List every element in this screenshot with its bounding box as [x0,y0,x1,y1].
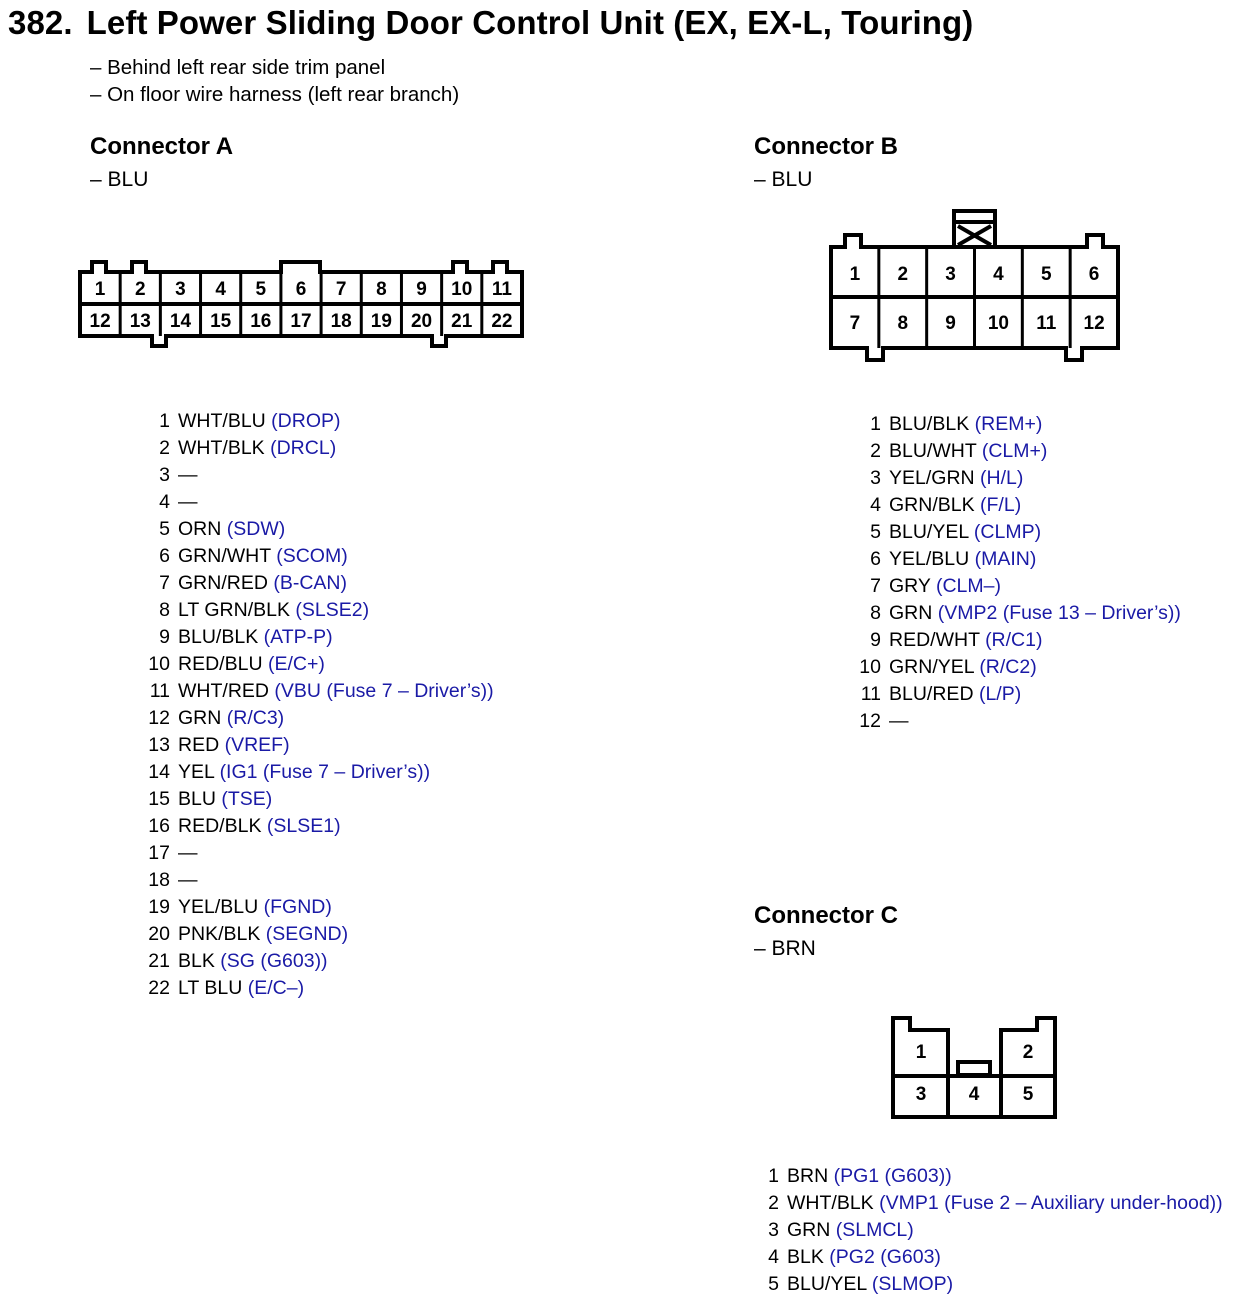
pin-row [145,489,494,516]
pin-number: 1 [159,410,170,432]
wire-color: GRN/BLK [889,494,975,516]
cavity-number: 8 [897,313,909,334]
signal-name: (REM+) [974,413,1043,435]
cavity-number: 4 [993,264,1004,285]
pin-number: 9 [870,629,881,651]
pin-number: 11 [860,683,881,705]
wire-color: BLU/RED [889,683,974,705]
cavity-number: 9 [945,313,956,334]
connector-c-pin-list [765,1163,1223,1298]
wire-color: GRY [889,575,931,597]
pin-row [856,411,1181,438]
wire-color: YEL/GRN [889,467,975,489]
signal-name: (CLM+) [981,440,1048,462]
signal-name: (SDW) [226,518,286,540]
pin-number: 18 [148,869,170,891]
pin-row [145,624,494,651]
signal-name: (VREF) [224,734,290,756]
cavity-number: 18 [330,311,352,332]
pin-row [145,813,494,840]
pin-row [145,840,494,867]
wire-color: GRN [178,707,222,729]
pin-number: 20 [148,923,170,945]
wire-color: BLK [178,950,215,972]
pin-row [765,1163,1223,1190]
wire-color: — [178,842,198,864]
wire-color: BLU/YEL [889,521,969,543]
wire-color: — [178,464,198,486]
cavity-number: 17 [290,311,312,332]
wire-color: GRN [889,602,933,624]
pin-row [856,492,1181,519]
signal-name: (PG2 (G603) [829,1246,941,1268]
cavity-number: 11 [1036,313,1057,334]
wire-color: WHT/RED [178,680,269,702]
cavity-number: 21 [451,311,473,332]
pin-number: 3 [159,464,170,486]
signal-name: (FGND) [263,896,332,918]
pin-number: 5 [870,521,881,543]
pin-row [145,975,494,1002]
wire-color: BLU/YEL [787,1273,867,1295]
signal-name: (VBU (Fuse 7 – Driver’s)) [274,680,494,702]
wire-color: YEL [178,761,215,783]
connector-a-color: – BLU [90,168,149,191]
cavity-number: 1 [94,279,106,300]
cavity-number: 1 [915,1042,927,1063]
pin-number: 14 [148,761,170,783]
cavity-number: 7 [849,313,861,334]
pin-number: 5 [159,518,170,540]
cavity-number: 20 [410,311,433,332]
pin-row [145,921,494,948]
wire-color: BLU/WHT [889,440,977,462]
pin-number: 19 [148,896,170,918]
pin-number: 22 [148,977,170,999]
pin-number: 3 [768,1219,779,1241]
signal-name: (F/L) [980,494,1022,516]
cavity-number: 3 [945,264,956,285]
signal-name: (R/C2) [979,656,1037,678]
pin-number: 8 [159,599,170,621]
pin-row [856,519,1181,546]
pin-row [145,759,494,786]
pin-row [856,465,1181,492]
cavity-number: 13 [129,311,151,332]
signal-name: (MAIN) [974,548,1037,570]
signal-name: (SLSE1) [266,815,341,837]
cavity-number: 6 [295,279,307,300]
wire-color: BLU/BLK [889,413,970,435]
pin-number: 8 [870,602,881,624]
connector-c-heading: Connector C [754,902,898,929]
wire-color: — [889,710,909,732]
pin-number: 11 [149,680,170,702]
wire-color: GRN/RED [178,572,268,594]
cavity-number: 9 [416,279,427,300]
signal-name: (R/C1) [985,629,1043,651]
signal-name: (E/C+) [267,653,325,675]
location-note: – Behind left rear side trim panel [90,56,386,79]
pin-row [765,1217,1223,1244]
signal-name: (CLM–) [935,575,1001,597]
pin-number: 6 [159,545,170,567]
signal-name: (L/P) [978,683,1022,705]
pin-number: 1 [870,413,881,435]
pin-number: 12 [148,707,170,729]
pin-number: 17 [148,842,170,864]
pin-number: 13 [148,734,170,756]
cavity-number: 2 [897,264,909,285]
signal-name: (DROP) [271,410,341,432]
cavity-number: 16 [250,311,272,332]
signal-name: (IG1 (Fuse 7 – Driver’s)) [219,761,431,783]
wire-color: LT BLU [178,977,243,999]
signal-name: (SCOM) [276,545,348,567]
wire-color: GRN [787,1219,831,1241]
cavity-number: 10 [987,313,1009,334]
wire-color: BLK [787,1246,824,1268]
wire-color: GRN/YEL [889,656,974,678]
pin-row [145,678,494,705]
connector-c-key [958,1062,990,1075]
cavity-number: 10 [451,279,473,300]
pin-number: 2 [768,1192,779,1214]
pin-number: 15 [148,788,170,810]
pin-row [856,627,1181,654]
pin-number: 7 [159,572,170,594]
pin-row [145,570,494,597]
connector-a-pin-list [145,408,494,1002]
wire-color: RED/BLU [178,653,263,675]
wire-color: BRN [787,1165,829,1187]
wire-color: — [178,491,198,513]
cavity-number: 3 [175,279,186,300]
pin-row [145,597,494,624]
pin-row [145,894,494,921]
pin-number: 10 [859,656,881,678]
pin-row [765,1190,1223,1217]
pin-number: 21 [148,950,170,972]
cavity-number: 12 [1083,313,1105,334]
pin-row [145,705,494,732]
signal-name: (SLSE2) [295,599,370,621]
pin-number: 2 [870,440,881,462]
cavity-number: 7 [335,279,347,300]
cavity-number: 3 [915,1084,927,1105]
cavity-number: 2 [134,279,146,300]
pin-row [856,654,1181,681]
wire-color: ORN [178,518,222,540]
pin-row [145,408,494,435]
pin-row [145,732,494,759]
cavity-number: 12 [89,311,111,332]
page-title-text: Left Power Sliding Door Control Unit (EX, EX-L, Touring) [86,4,974,41]
cavity-number: 4 [215,279,226,300]
cavity-number: 4 [968,1084,980,1105]
wire-color: — [178,869,198,891]
signal-name: (H/L) [980,467,1024,489]
pin-row [145,516,494,543]
cavity-number: 8 [376,279,387,300]
pin-row [145,543,494,570]
signal-name: (SLMOP) [871,1273,954,1295]
wire-color: RED [178,734,220,756]
pin-row [856,708,1181,735]
cavity-number: 5 [1022,1084,1034,1105]
cavity-number: 15 [210,311,232,332]
pin-number: 4 [768,1246,779,1268]
pin-number: 1 [768,1165,779,1187]
cavity-number: 22 [491,311,513,332]
wire-color: RED/BLK [178,815,262,837]
wire-color: BLU/BLK [178,626,259,648]
cavity-number: 6 [1088,264,1100,285]
pin-row [145,651,494,678]
cavity-number: 14 [169,311,192,332]
pin-number: 2 [159,437,170,459]
pin-row [856,438,1181,465]
pin-row [145,786,494,813]
pin-number: 5 [768,1273,779,1295]
signal-name: (VMP2 (Fuse 13 – Driver’s)) [937,602,1181,624]
pin-number: 3 [870,467,881,489]
pin-number: 4 [870,494,881,516]
location-note: – On floor wire harness (left rear branch) [90,82,460,106]
signal-name: (VMP1 (Fuse 2 – Auxiliary under-hood)) [879,1192,1223,1214]
pin-row [145,867,494,894]
pin-row [856,600,1181,627]
wire-color: BLU [178,788,216,810]
signal-name: (SEGND) [265,923,349,945]
page-number: 382. [8,4,73,41]
wire-color: GRN/WHT [178,545,271,567]
signal-name: (PG1 (G603)) [833,1165,952,1187]
connector-a-heading: Connector A [90,133,234,160]
signal-name: (E/C–) [247,977,305,999]
connector-b-pin-list [856,411,1181,735]
signal-name: (DRCL) [270,437,337,459]
pin-row [856,546,1181,573]
pin-number: 7 [870,575,881,597]
pin-row [145,948,494,975]
pin-row [765,1244,1223,1271]
connector-b-heading: Connector B [754,133,898,160]
wire-color: WHT/BLK [787,1192,874,1214]
wire-color: YEL/BLU [178,896,259,918]
pin-number: 6 [870,548,881,570]
signal-name: (R/C3) [226,707,285,729]
signal-name: (SLMCL) [835,1219,914,1241]
wire-color: WHT/BLK [178,437,265,459]
cavity-number: 1 [849,264,861,285]
cavity-number: 2 [1022,1042,1034,1063]
pin-row [145,435,494,462]
pin-number: 10 [148,653,170,675]
connector-b-color: – BLU [754,168,813,191]
signal-name: (CLMP) [973,521,1042,543]
cavity-number: 5 [255,279,267,300]
pin-number: 12 [859,710,881,732]
connector-c-color: – BRN [754,937,816,960]
wire-color: RED/WHT [889,629,980,651]
pin-number: 9 [159,626,170,648]
pin-row [145,462,494,489]
pin-row [856,681,1181,708]
signal-name: (SG (G603)) [220,950,328,972]
cavity-number: 11 [491,279,512,300]
wire-color: PNK/BLK [178,923,261,945]
wire-color: WHT/BLU [178,410,266,432]
wire-color: YEL/BLU [889,548,970,570]
signal-name: (ATP-P) [263,626,333,648]
cavity-number: 5 [1040,264,1052,285]
pin-number: 4 [159,491,170,513]
wire-color: LT GRN/BLK [178,599,290,621]
cavity-number: 19 [370,311,392,332]
pin-row [856,573,1181,600]
signal-name: (B-CAN) [273,572,348,594]
pin-row [765,1271,1223,1298]
signal-name: (TSE) [221,788,273,810]
pin-number: 16 [148,815,170,837]
